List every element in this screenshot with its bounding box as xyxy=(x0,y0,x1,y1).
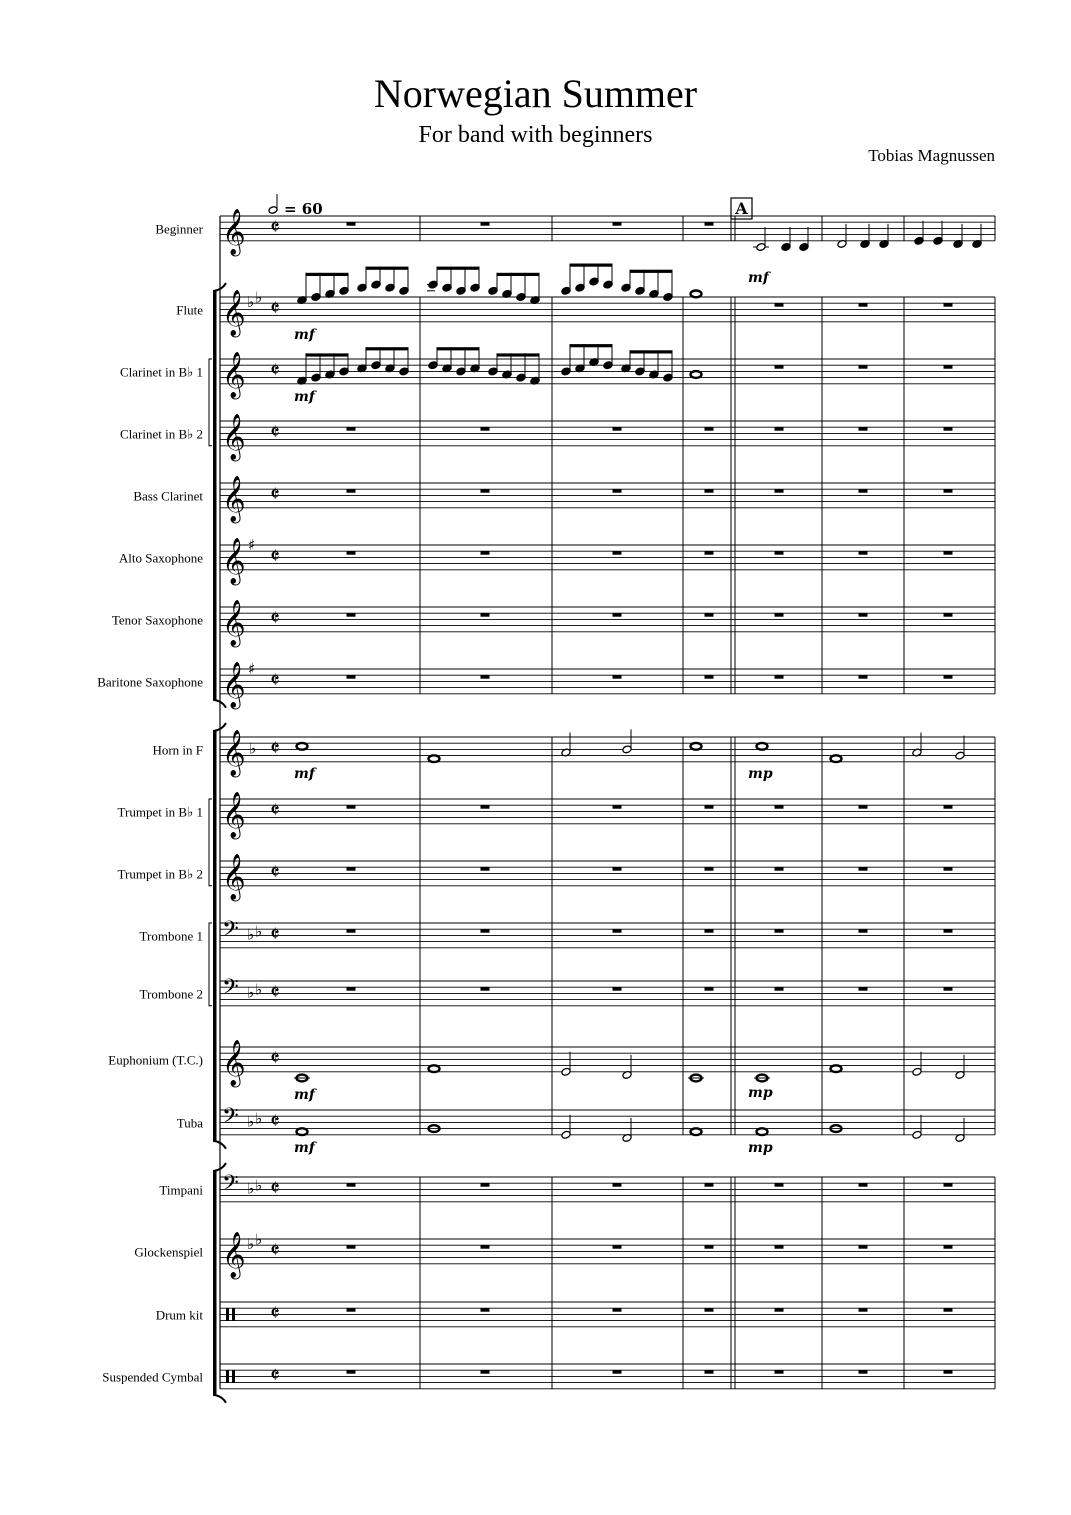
whole-rest xyxy=(859,987,868,991)
whole-rest xyxy=(481,613,490,617)
whole-note xyxy=(429,755,440,762)
whole-rest xyxy=(347,1308,356,1312)
whole-note xyxy=(429,1065,440,1072)
cut-time-symbol: 𝄵 xyxy=(270,215,280,241)
whole-rest xyxy=(705,1308,714,1312)
cut-time-symbol: 𝄵 xyxy=(270,1363,280,1389)
whole-rest xyxy=(705,489,714,493)
flat-sign: ♭ xyxy=(247,1235,255,1254)
whole-rest xyxy=(944,1245,953,1249)
whole-note xyxy=(757,743,768,750)
beam xyxy=(366,267,409,270)
whole-rest xyxy=(859,427,868,431)
whole-rest xyxy=(347,1370,356,1374)
whole-rest xyxy=(481,222,490,226)
whole-rest xyxy=(613,987,622,991)
whole-rest xyxy=(481,675,490,679)
whole-rest xyxy=(347,867,356,871)
instrument-label: Beginner xyxy=(155,221,203,237)
whole-rest xyxy=(613,551,622,555)
whole-rest xyxy=(347,427,356,431)
whole-note xyxy=(297,743,308,750)
whole-rest xyxy=(481,1183,490,1187)
whole-rest xyxy=(775,489,784,493)
beam xyxy=(570,344,613,347)
whole-rest xyxy=(613,1370,622,1374)
flat-sign: ♭ xyxy=(255,922,263,941)
percussion-clef xyxy=(226,1308,229,1320)
flat-sign: ♭ xyxy=(255,1109,263,1128)
cut-time-symbol: 𝄵 xyxy=(270,860,280,886)
beam xyxy=(630,350,673,353)
whole-rest xyxy=(481,929,490,933)
instrument-label: Trumpet in B♭ 2 xyxy=(117,866,203,882)
treble-clef: 𝄞 xyxy=(222,208,246,255)
whole-rest xyxy=(613,222,622,226)
flat-sign: ♭ xyxy=(247,1112,255,1131)
whole-rest xyxy=(775,675,784,679)
whole-rest xyxy=(859,1370,868,1374)
cut-time-symbol: 𝄵 xyxy=(270,1238,280,1264)
whole-rest xyxy=(705,867,714,871)
whole-rest xyxy=(859,675,868,679)
cut-time-symbol: 𝄵 xyxy=(270,296,280,322)
cut-time-symbol: 𝄵 xyxy=(270,358,280,384)
whole-rest xyxy=(481,427,490,431)
dynamic-marking: mf xyxy=(294,1140,315,1156)
instrument-label: Flute xyxy=(176,302,203,318)
bass-clef: 𝄢 xyxy=(222,1104,239,1134)
instrument-label: Bass Clarinet xyxy=(133,488,203,504)
cut-time-symbol: 𝄵 xyxy=(270,922,280,948)
dynamic-marking: mp xyxy=(748,1140,773,1156)
whole-rest xyxy=(859,365,868,369)
whole-rest xyxy=(705,1245,714,1249)
beam xyxy=(630,270,673,273)
whole-rest xyxy=(775,427,784,431)
whole-rest xyxy=(775,1245,784,1249)
tempo-note xyxy=(268,206,278,215)
cut-time-symbol: 𝄵 xyxy=(270,544,280,570)
whole-rest xyxy=(859,1183,868,1187)
whole-rest xyxy=(347,675,356,679)
whole-rest xyxy=(613,489,622,493)
whole-rest xyxy=(613,427,622,431)
instrument-label: Baritone Saxophone xyxy=(97,674,203,690)
whole-rest xyxy=(775,303,784,307)
beam xyxy=(497,353,540,356)
cut-time-symbol: 𝄵 xyxy=(270,798,280,824)
dynamic-marking: mp xyxy=(748,1085,773,1101)
flat-sign: ♭ xyxy=(255,288,263,307)
whole-rest xyxy=(481,987,490,991)
sharp-sign: ♯ xyxy=(248,536,256,554)
whole-rest xyxy=(705,1183,714,1187)
dynamic-marking: mf xyxy=(294,766,315,782)
whole-rest xyxy=(859,929,868,933)
subgroup-bracket xyxy=(209,799,212,886)
dynamic-marking: mf xyxy=(294,1087,315,1103)
whole-rest xyxy=(775,1370,784,1374)
flat-sign: ♭ xyxy=(247,1179,255,1198)
whole-rest xyxy=(944,1308,953,1312)
whole-rest xyxy=(613,1308,622,1312)
composer-name: Tobias Magnussen xyxy=(868,146,995,165)
whole-rest xyxy=(944,1370,953,1374)
whole-rest xyxy=(481,805,490,809)
whole-rest xyxy=(481,489,490,493)
whole-rest xyxy=(613,867,622,871)
instrument-label: Euphonium (T.C.) xyxy=(108,1052,203,1068)
whole-rest xyxy=(775,805,784,809)
instrument-label: Tenor Saxophone xyxy=(111,612,203,628)
whole-rest xyxy=(613,929,622,933)
beam xyxy=(570,264,613,267)
whole-rest xyxy=(481,1245,490,1249)
flat-sign: ♭ xyxy=(247,983,255,1002)
treble-clef: 𝄞 xyxy=(222,475,246,522)
whole-rest xyxy=(347,613,356,617)
whole-rest xyxy=(775,867,784,871)
whole-rest xyxy=(613,805,622,809)
instrument-label: Trombone 1 xyxy=(139,928,203,944)
whole-rest xyxy=(944,303,953,307)
instrument-label: Clarinet in B♭ 1 xyxy=(119,364,203,380)
dynamic-marking: mf xyxy=(294,389,315,405)
cut-time-symbol: 𝄵 xyxy=(270,420,280,446)
whole-rest xyxy=(705,427,714,431)
whole-rest xyxy=(347,489,356,493)
flat-sign: ♭ xyxy=(255,1176,263,1195)
whole-rest xyxy=(705,805,714,809)
treble-clef: 𝄞 xyxy=(222,1039,246,1086)
flat-sign: ♭ xyxy=(255,980,263,999)
treble-clef: 𝄞 xyxy=(222,289,246,336)
instrument-label: Timpani xyxy=(159,1182,203,1198)
treble-clef: 𝄞 xyxy=(222,413,246,460)
flat-sign: ♭ xyxy=(249,739,257,758)
whole-rest xyxy=(347,222,356,226)
group-bracket xyxy=(213,291,217,700)
whole-rest xyxy=(944,365,953,369)
group-bracket xyxy=(213,1171,217,1395)
bracket-hook xyxy=(213,1395,226,1403)
whole-rest xyxy=(705,987,714,991)
whole-rest xyxy=(613,613,622,617)
whole-rest xyxy=(859,1308,868,1312)
flat-sign: ♭ xyxy=(247,293,255,312)
cut-time-symbol: 𝄵 xyxy=(270,606,280,632)
dynamic-marking: mf xyxy=(748,270,769,286)
whole-rest xyxy=(613,675,622,679)
whole-note xyxy=(691,291,702,298)
instrument-label: Alto Saxophone xyxy=(118,550,203,566)
subgroup-bracket xyxy=(209,359,212,446)
beam xyxy=(437,267,480,270)
whole-rest xyxy=(705,613,714,617)
whole-rest xyxy=(481,1370,490,1374)
whole-rest xyxy=(944,987,953,991)
whole-rest xyxy=(944,613,953,617)
subgroup-bracket xyxy=(209,923,212,1006)
whole-rest xyxy=(347,551,356,555)
whole-rest xyxy=(347,805,356,809)
whole-rest xyxy=(705,1370,714,1374)
treble-clef: 𝄞 xyxy=(222,599,246,646)
cut-time-symbol: 𝄵 xyxy=(270,668,280,694)
whole-note xyxy=(831,1065,842,1072)
instrument-label: Drum kit xyxy=(155,1307,203,1323)
tempo-marking: = 60 xyxy=(284,200,323,218)
whole-rest xyxy=(859,551,868,555)
whole-rest xyxy=(347,1245,356,1249)
whole-note xyxy=(691,743,702,750)
percussion-clef xyxy=(232,1370,235,1382)
whole-rest xyxy=(859,805,868,809)
whole-rest xyxy=(859,489,868,493)
treble-clef: 𝄞 xyxy=(222,661,246,708)
whole-note xyxy=(757,1128,768,1135)
whole-rest xyxy=(481,551,490,555)
cut-time-symbol: 𝄵 xyxy=(270,1176,280,1202)
cut-time-symbol: 𝄵 xyxy=(270,1109,280,1135)
whole-rest xyxy=(613,1245,622,1249)
treble-clef: 𝄞 xyxy=(222,853,246,900)
bass-clef: 𝄢 xyxy=(222,1171,239,1201)
beam xyxy=(366,347,409,350)
whole-note xyxy=(831,755,842,762)
whole-rest xyxy=(944,867,953,871)
flat-sign: ♭ xyxy=(247,925,255,944)
whole-rest xyxy=(859,1245,868,1249)
whole-rest xyxy=(944,805,953,809)
treble-clef: 𝄞 xyxy=(222,1231,246,1278)
treble-clef: 𝄞 xyxy=(222,791,246,838)
whole-rest xyxy=(775,1183,784,1187)
instrument-label: Horn in F xyxy=(152,742,203,758)
score-title: Norwegian Summer xyxy=(373,71,698,116)
whole-rest xyxy=(705,222,714,226)
whole-note xyxy=(691,1128,702,1135)
whole-rest xyxy=(944,489,953,493)
cut-time-symbol: 𝄵 xyxy=(270,482,280,508)
cut-time-symbol: 𝄵 xyxy=(270,980,280,1006)
bass-clef: 𝄢 xyxy=(222,917,239,947)
treble-clef: 𝄞 xyxy=(222,537,246,584)
beam xyxy=(306,273,349,276)
whole-rest xyxy=(944,1183,953,1187)
beam xyxy=(306,353,349,356)
rehearsal-mark: A xyxy=(735,199,748,218)
instrument-label: Trumpet in B♭ 1 xyxy=(117,804,203,820)
group-bracket xyxy=(213,731,217,1141)
whole-rest xyxy=(775,987,784,991)
whole-rest xyxy=(859,303,868,307)
whole-rest xyxy=(347,929,356,933)
instrument-label: Suspended Cymbal xyxy=(102,1369,203,1385)
cut-time-symbol: 𝄵 xyxy=(270,1301,280,1327)
whole-rest xyxy=(775,551,784,555)
sharp-sign: ♯ xyxy=(248,660,256,678)
whole-rest xyxy=(347,987,356,991)
instrument-label: Trombone 2 xyxy=(139,986,203,1002)
whole-rest xyxy=(481,1308,490,1312)
whole-rest xyxy=(347,1183,356,1187)
whole-rest xyxy=(705,551,714,555)
whole-rest xyxy=(944,427,953,431)
instrument-label: Clarinet in B♭ 2 xyxy=(119,426,203,442)
whole-rest xyxy=(705,929,714,933)
whole-rest xyxy=(775,613,784,617)
whole-rest xyxy=(481,867,490,871)
beam xyxy=(497,273,540,276)
treble-clef: 𝄞 xyxy=(222,729,246,776)
bass-clef: 𝄢 xyxy=(222,975,239,1005)
whole-rest xyxy=(859,867,868,871)
whole-rest xyxy=(705,675,714,679)
whole-rest xyxy=(944,551,953,555)
dynamic-marking: mf xyxy=(294,327,315,343)
dynamic-marking: mp xyxy=(748,766,773,782)
percussion-clef xyxy=(232,1308,235,1320)
cut-time-symbol: 𝄵 xyxy=(270,1046,280,1072)
whole-rest xyxy=(859,613,868,617)
treble-clef: 𝄞 xyxy=(222,351,246,398)
whole-rest xyxy=(944,929,953,933)
whole-rest xyxy=(775,1308,784,1312)
beam xyxy=(437,347,480,350)
whole-rest xyxy=(944,675,953,679)
whole-note xyxy=(691,371,702,378)
flat-sign: ♭ xyxy=(255,1230,263,1249)
score-subtitle: For band with beginners xyxy=(418,122,653,148)
instrument-label: Glockenspiel xyxy=(134,1244,203,1260)
cut-time-symbol: 𝄵 xyxy=(270,736,280,762)
whole-rest xyxy=(613,1183,622,1187)
whole-rest xyxy=(775,365,784,369)
instrument-label: Tuba xyxy=(176,1115,203,1131)
whole-note xyxy=(297,1128,308,1135)
percussion-clef xyxy=(226,1370,229,1382)
whole-rest xyxy=(775,929,784,933)
